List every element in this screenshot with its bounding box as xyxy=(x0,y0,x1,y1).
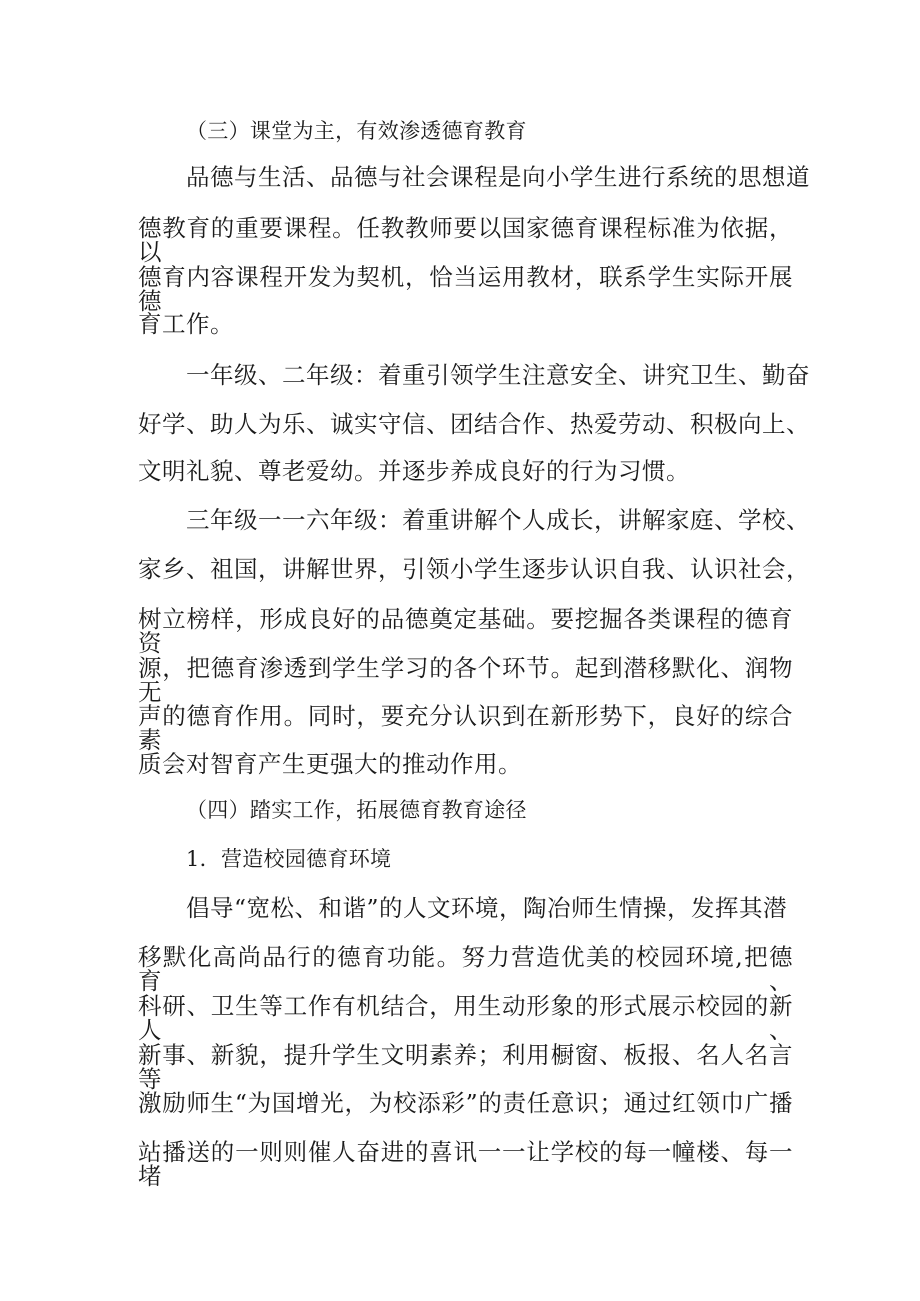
paragraph-line: 德育内容课程开发为契机，恰当运用教材，联系学生实际开展德 xyxy=(138,263,793,315)
subsection-1-heading: 1．营造校园德育环境 xyxy=(186,847,392,871)
paragraph-line: 移默化高尚品行的德育功能。努力营造优美的校园环境,把德育、 xyxy=(138,943,793,995)
section-4-heading: （四）踏实工作，拓展德育教育途径 xyxy=(186,798,527,822)
paragraph-line: 德教育的重要课程。任教教师要以国家德育课程标准为依据，以 xyxy=(138,214,793,266)
paragraph-line: 品德与生活、品德与社会课程是向小学生进行系统的思想道 xyxy=(186,163,810,191)
paragraph-line: 倡导“宽松、和谐”的人文环境，陶冶师生情操，发挥其潜 xyxy=(186,894,788,922)
paragraph-line: 新事、新貌，提升学生文明素养；利用橱窗、板报、名人名言等 xyxy=(138,1041,793,1093)
paragraph-line: 站播送的一则则催人奋进的喜讯一一让学校的每一幢楼、每一堵 xyxy=(138,1138,793,1190)
paragraph-line: 声的德育作用。同时，要充分认识到在新形势下，良好的综合素 xyxy=(138,702,793,754)
paragraph-line: 文明礼貌、尊老爱幼。并逐步养成良好的行为习惯。 xyxy=(138,457,690,485)
paragraph-line: 科研、卫生等工作有机结合，用生动形象的形式展示校园的新人、 xyxy=(138,992,793,1044)
paragraph-line: 好学、助人为乐、诚实守信、团结合作、热爱劳动、积极向上、 xyxy=(138,410,810,438)
paragraph-line: 激励师生“为国增光，为校添彩”的责任意识；通过红领巾广播 xyxy=(138,1089,793,1117)
paragraph-line: 源，把德育渗透到学生学习的各个环节。起到潜移默化、润物无 xyxy=(138,654,793,706)
paragraph-line: 质会对智育产生更强大的推动作用。 xyxy=(138,750,522,778)
section-3-heading: （三）课堂为主，有效渗透德育教育 xyxy=(186,119,527,143)
paragraph-line: 育工作。 xyxy=(138,310,234,338)
paragraph-line: 三年级一一六年级：着重讲解个人成长，讲解家庭、学校、 xyxy=(186,506,810,534)
paragraph-line: 一年级、二年级：着重引领学生注意安全、讲究卫生、勤奋 xyxy=(186,361,810,389)
paragraph-line: 树立榜样，形成良好的品德奠定基础。要挖掘各类课程的德育资 xyxy=(138,605,793,657)
paragraph-line: 家乡、祖国，讲解世界，引领小学生逐步认识自我、认识社会， xyxy=(138,555,810,583)
